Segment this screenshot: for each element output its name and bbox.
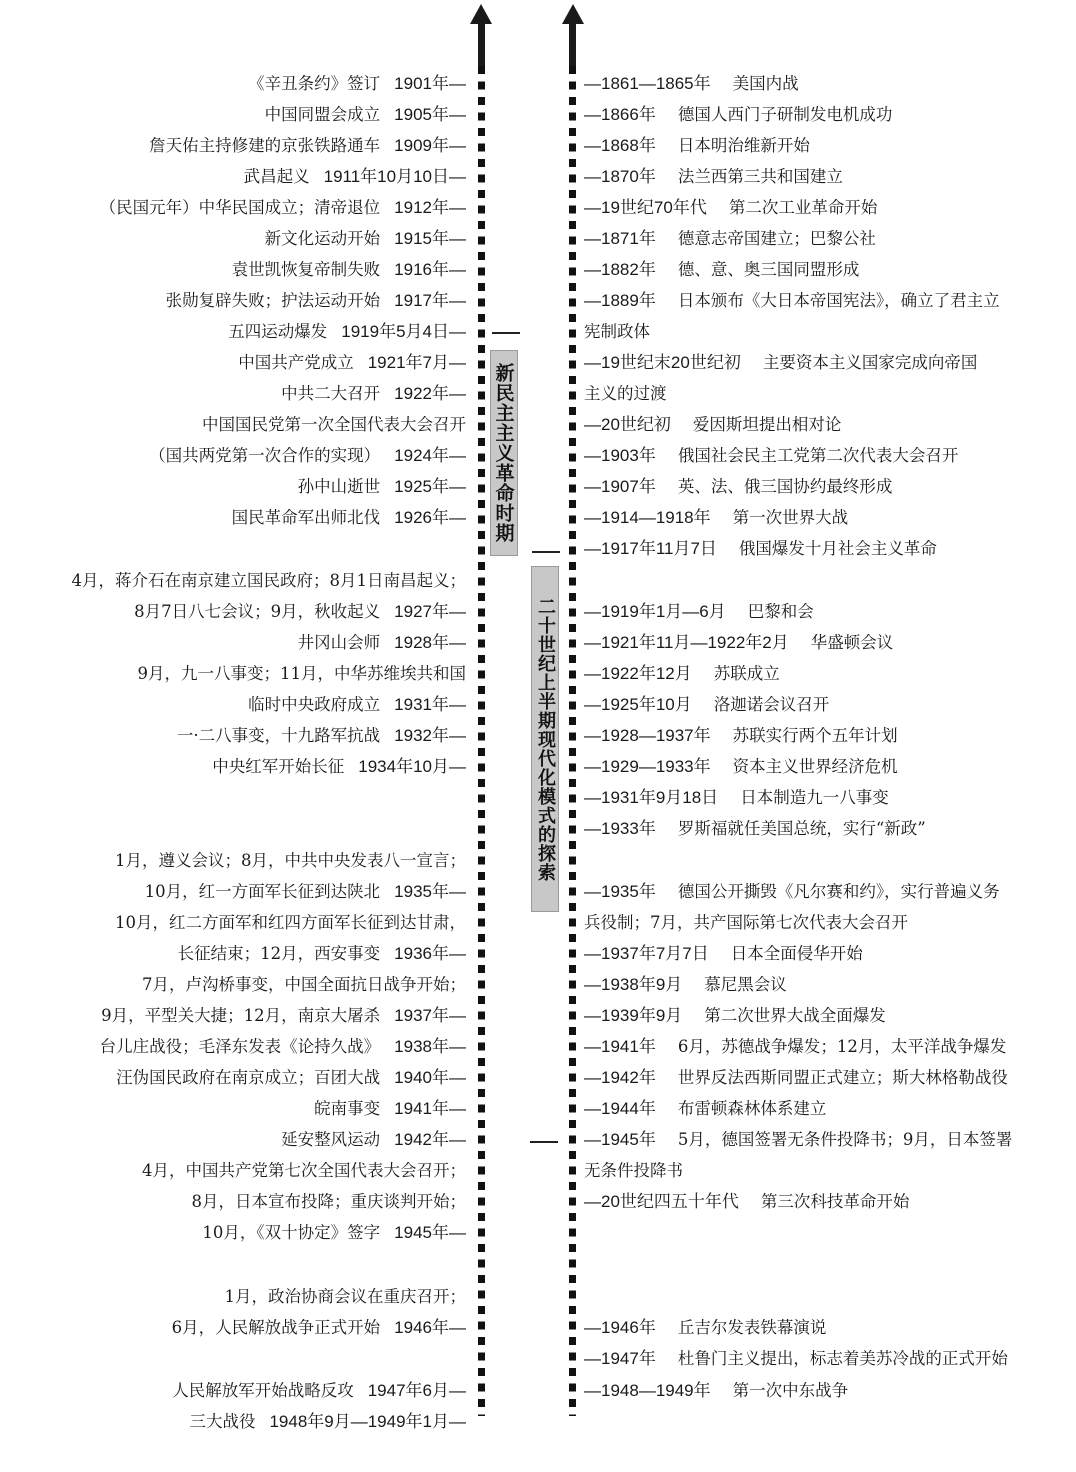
left-timeline-entry	[134, 596, 466, 627]
event-text: 俄国社会民主工党第二次代表大会召开	[677, 446, 959, 465]
event-text: 布雷顿森林体系建立	[677, 1099, 827, 1118]
right-timeline-entry	[584, 1093, 826, 1124]
event-date: 1945年—	[394, 1223, 466, 1242]
event-text: 皖南事变	[314, 1099, 381, 1118]
right-timeline-entry	[584, 1155, 683, 1186]
event-date: —1882年	[584, 260, 656, 279]
left-timeline-entry	[142, 1155, 466, 1186]
event-date: 1921年7月—	[367, 353, 466, 372]
left-timeline-entry	[265, 99, 466, 130]
event-date: —1925年10月	[584, 695, 692, 714]
event-text: 爱因斯坦提出相对论	[692, 415, 842, 434]
period-label-new-democratic-revolution: 新民主主义革命时期	[490, 350, 518, 556]
event-text: 张勋复辟失败；护法运动开始	[165, 291, 381, 310]
event-text: 英、法、俄三国协约最终形成	[677, 477, 893, 496]
event-date: —20世纪初	[584, 415, 671, 434]
event-text: 慕尼黑会议	[704, 975, 787, 994]
right-timeline-entry	[584, 1000, 886, 1031]
event-text: 德、意、奥三国同盟形成	[677, 260, 860, 279]
event-text: 第二次工业革命开始	[728, 198, 878, 217]
event-date: 1931年—	[394, 695, 466, 714]
event-date: —20世纪四五十年代	[584, 1192, 739, 1211]
event-date: —1921年11月—1922年2月	[584, 633, 789, 652]
right-timeline-entry	[584, 720, 898, 751]
event-text: 4月，中国共产党第七次全国代表大会召开；	[142, 1161, 466, 1180]
event-date: 1946年—	[394, 1318, 466, 1337]
event-date: —1938年9月	[584, 975, 683, 994]
event-text: 美国内战	[732, 74, 799, 93]
right-timeline-entry	[584, 782, 889, 813]
event-date: —1914—1918年	[584, 508, 711, 527]
left-timeline-entry	[281, 1124, 466, 1155]
event-text: 6月，苏德战争爆发；12月，太平洋战争爆发	[677, 1037, 1007, 1056]
event-text: 中国共产党成立	[238, 353, 354, 372]
event-date: 1934年10月—	[358, 757, 466, 776]
left-timeline-entry	[281, 378, 466, 409]
event-date: —1929—1933年	[584, 757, 711, 776]
left-timeline-entry	[177, 720, 466, 751]
event-text: 8月，日本宣布投降；重庆谈判开始；	[191, 1192, 466, 1211]
event-text: 主要资本主义国家完成向帝国	[762, 353, 978, 372]
right-timeline-entry	[584, 969, 787, 1000]
event-date: 1922年—	[394, 384, 466, 403]
event-text: 洛迦诺会议召开	[713, 695, 830, 714]
left-timeline-axis	[478, 66, 485, 1416]
event-text: 10月，《双十协定》签字	[202, 1223, 381, 1242]
event-date: 1912年—	[394, 198, 466, 217]
event-date: —1947年	[584, 1349, 656, 1368]
event-text: 德国公开撕毁《凡尔赛和约》，实行普遍义务	[677, 882, 1000, 901]
right-timeline-entry	[584, 223, 876, 254]
event-text: 苏联实行两个五年计划	[732, 726, 898, 745]
left-timeline-entry	[149, 130, 466, 161]
right-timeline-entry	[584, 751, 898, 782]
event-date: —1866年	[584, 105, 656, 124]
left-timeline-entry	[228, 316, 466, 347]
right-timeline-entry	[584, 689, 829, 720]
event-date: —1941年	[584, 1037, 656, 1056]
period-label-modernization-exploration: 二十世纪上半期现代化模式的探索	[531, 566, 559, 912]
arrow-shaft	[478, 22, 485, 68]
event-text: 五四运动爆发	[228, 322, 328, 341]
event-date: 1917年—	[394, 291, 466, 310]
left-timeline-entry	[202, 409, 466, 440]
left-timeline-entry	[298, 471, 466, 502]
right-timeline-entry	[584, 1031, 1006, 1062]
event-date: —1948—1949年	[584, 1381, 711, 1400]
event-date: —19世纪70年代	[584, 198, 707, 217]
event-date: 1901年—	[394, 74, 466, 93]
left-timeline-entry	[202, 1217, 466, 1248]
event-date: 1935年—	[394, 882, 466, 901]
event-text: 井冈山会师	[297, 633, 381, 652]
left-timeline-entry	[115, 845, 466, 876]
event-text: 《辛丑条约》签订	[248, 74, 381, 93]
right-timeline-entry	[584, 938, 863, 969]
event-text: 中央红军开始长征	[212, 757, 345, 776]
event-date: 1947年6月—	[367, 1381, 466, 1400]
left-timeline-entry	[232, 502, 466, 533]
left-timeline-entry	[166, 285, 466, 316]
event-text: 詹天佑主持修建的京张铁路通车	[149, 136, 381, 155]
event-text: 德意志帝国建立；巴黎公社	[677, 229, 876, 248]
event-date: —1917年11月7日	[584, 539, 717, 558]
event-text: 4月，蒋介石在南京建立国民政府；8月1日南昌起义；	[71, 571, 466, 590]
event-date: 1948年9月—1949年1月—	[269, 1412, 466, 1431]
event-date: —1903年	[584, 446, 656, 465]
right-timeline-entry	[584, 285, 1000, 316]
right-timeline-entry	[584, 627, 893, 658]
right-timeline-entry	[584, 192, 877, 223]
event-text: 中共二大召开	[281, 384, 381, 403]
event-date: —1868年	[584, 136, 656, 155]
left-timeline-entry	[248, 68, 466, 99]
left-timeline-entry	[115, 907, 466, 938]
right-timeline-entry	[584, 316, 650, 347]
event-text: 武昌起义	[243, 167, 310, 186]
right-timeline-entry	[584, 440, 958, 471]
event-text: 5月，德国签署无条件投降书；9月，日本签署	[677, 1130, 1013, 1149]
event-date: —1889年	[584, 291, 656, 310]
right-timeline-entry	[584, 1186, 909, 1217]
event-text: 9月，平型关大捷；12月，南京大屠杀	[101, 1006, 381, 1025]
right-timeline-entry	[584, 1124, 1012, 1155]
right-timeline-entry	[584, 471, 892, 502]
event-date: 1937年—	[394, 1006, 466, 1025]
event-date: 1915年—	[394, 229, 466, 248]
left-timeline-entry	[145, 876, 466, 907]
right-timeline-entry	[584, 1062, 1008, 1093]
event-text: 8月7日八七会议；9月，秋收起义	[134, 602, 381, 621]
event-text: 一·二八事变，十九路军抗战	[176, 726, 381, 745]
event-date: —1946年	[584, 1318, 656, 1337]
left-timeline-entry	[244, 161, 466, 192]
event-text: 世界反法西斯同盟正式建立；斯大林格勒战役	[677, 1068, 1008, 1087]
up-arrow-icon	[562, 4, 584, 24]
period-boundary-tick	[492, 332, 520, 334]
event-text: 杜鲁门主义提出，标志着美苏冷战的正式开始	[677, 1349, 1008, 1368]
event-text: 孙中山逝世	[297, 477, 381, 496]
event-date: 1932年—	[394, 726, 466, 745]
event-text: 10月，红二方面军和红四方面军长征到达甘肃，	[115, 913, 466, 932]
right-timeline-entry	[584, 161, 843, 192]
event-text: 三大战役	[189, 1412, 256, 1431]
left-timeline-entry	[100, 1031, 466, 1062]
event-text: （民国元年）中华民国成立；清帝退位	[99, 198, 381, 217]
event-text: 主义的过渡	[584, 384, 667, 403]
event-date: 1938年—	[394, 1037, 466, 1056]
event-text: 日本制造九一八事变	[740, 788, 889, 807]
left-timeline-entry	[138, 658, 467, 689]
left-timeline-entry	[238, 347, 466, 378]
right-timeline-entry	[584, 1312, 826, 1343]
event-date: 1911年10月10日—	[323, 167, 466, 186]
right-timeline-entry	[584, 658, 780, 689]
right-timeline-entry	[584, 876, 1000, 907]
right-timeline-entry	[584, 813, 926, 844]
event-text: 袁世凯恢复帝制失败	[231, 260, 381, 279]
right-timeline-entry	[584, 1343, 1008, 1374]
event-text: 俄国爆发十月社会主义革命	[738, 539, 937, 558]
event-text: 德国人西门子研制发电机成功	[677, 105, 893, 124]
event-text: 第一次世界大战	[732, 508, 849, 527]
event-date: —1861—1865年	[584, 74, 711, 93]
event-date: 1942年—	[394, 1130, 466, 1149]
left-timeline-entry	[72, 565, 467, 596]
right-timeline-entry	[584, 409, 841, 440]
left-timeline-entry	[232, 254, 466, 285]
left-timeline-entry	[172, 1375, 466, 1406]
event-date: 1916年—	[394, 260, 466, 279]
event-date: —1922年12月	[584, 664, 692, 683]
event-text: 台儿庄战役；毛泽东发表《论持久战》	[99, 1037, 381, 1056]
event-text: 新文化运动开始	[264, 229, 381, 248]
right-timeline-entry	[584, 596, 814, 627]
up-arrow-icon	[470, 4, 492, 24]
event-text: 罗斯福就任美国总统，实行“新政”	[677, 819, 926, 838]
event-text: 国民革命军出师北伐	[231, 508, 381, 527]
left-timeline-entry	[212, 751, 466, 782]
event-text: 延安整风运动	[281, 1130, 381, 1149]
event-text: 日本颁布《大日本帝国宪法》，确立了君主立	[677, 291, 1000, 310]
period-boundary-tick	[530, 1141, 558, 1143]
event-date: —1933年	[584, 819, 656, 838]
event-date: —1944年	[584, 1099, 656, 1118]
event-date: —1919年1月—6月	[584, 602, 726, 621]
left-timeline-entry	[101, 1000, 466, 1031]
event-date: 1936年—	[394, 944, 466, 963]
left-timeline-entry	[178, 938, 466, 969]
right-timeline-entry	[584, 533, 937, 564]
event-text: 第三次科技革命开始	[760, 1192, 910, 1211]
event-text: 无条件投降书	[584, 1161, 683, 1180]
left-timeline-entry	[116, 1062, 466, 1093]
right-timeline-entry	[584, 130, 810, 161]
event-date: —1871年	[584, 229, 656, 248]
event-date: 1940年—	[394, 1068, 466, 1087]
right-timeline-entry	[584, 502, 848, 533]
left-timeline-entry	[192, 1186, 467, 1217]
event-text: （国共两党第一次合作的实现）	[149, 446, 381, 465]
event-date: 1926年—	[394, 508, 466, 527]
right-timeline-entry	[584, 99, 892, 130]
event-date: —1935年	[584, 882, 656, 901]
arrow-shaft	[569, 22, 576, 68]
event-date: —1928—1937年	[584, 726, 711, 745]
event-date: 1924年—	[394, 446, 466, 465]
event-text: 中国同盟会成立	[264, 105, 381, 124]
event-text: 人民解放军开始战略反攻	[172, 1381, 354, 1400]
event-date: —1942年	[584, 1068, 656, 1087]
left-timeline-entry	[149, 440, 466, 471]
event-date: —19世纪末20世纪初	[584, 353, 741, 372]
event-text: 兵役制；7月，共产国际第七次代表大会召开	[584, 913, 908, 932]
event-date: —1937年7月7日	[584, 944, 709, 963]
event-date: 1919年5月4日—	[341, 322, 466, 341]
event-date: —1907年	[584, 477, 656, 496]
event-text: 丘吉尔发表铁幕演说	[677, 1318, 827, 1337]
event-text: 日本全面侵华开始	[730, 944, 863, 963]
left-timeline-entry	[265, 223, 466, 254]
event-text: 宪制政体	[584, 322, 650, 341]
right-timeline-axis	[569, 66, 576, 1416]
left-timeline-entry	[248, 689, 466, 720]
event-text: 长征结束；12月，西安事变	[177, 944, 381, 963]
right-timeline-entry	[584, 378, 667, 409]
event-text: 6月，人民解放战争正式开始	[171, 1318, 381, 1337]
left-timeline-entry	[314, 1093, 466, 1124]
left-timeline-entry	[298, 627, 466, 658]
right-timeline-entry	[584, 68, 799, 99]
right-timeline-entry	[584, 347, 977, 378]
event-date: 1927年—	[394, 602, 466, 621]
event-text: 中国国民党第一次全国代表大会召开	[202, 415, 466, 434]
event-text: 第一次中东战争	[732, 1381, 849, 1400]
event-text: 7月，卢沟桥事变，中国全面抗日战争开始；	[142, 975, 466, 994]
left-timeline-entry	[100, 192, 466, 223]
left-timeline-entry	[172, 1312, 466, 1343]
period-boundary-tick	[532, 551, 560, 553]
event-text: 苏联成立	[713, 664, 780, 683]
event-date: 1941年—	[394, 1099, 466, 1118]
event-date: —1945年	[584, 1130, 656, 1149]
event-text: 汪伪国民政府在南京成立；百团大战	[116, 1068, 381, 1087]
event-text: 华盛顿会议	[810, 633, 894, 652]
event-text: 巴黎和会	[747, 602, 814, 621]
event-date: 1909年—	[394, 136, 466, 155]
right-timeline-entry	[584, 907, 908, 938]
event-text: 1月，政治协商会议在重庆召开；	[224, 1287, 466, 1306]
event-text: 1月，遵义会议；8月，中共中央发表八一宣言；	[115, 851, 466, 870]
right-timeline-entry	[584, 254, 859, 285]
event-text: 法兰西第三共和国建立	[677, 167, 843, 186]
left-timeline-entry	[142, 969, 466, 1000]
event-text: 10月，红一方面军长征到达陕北	[144, 882, 381, 901]
event-text: 9月，九一八事变；11月，中华苏维埃共和国	[137, 664, 466, 683]
event-text: 日本明治维新开始	[677, 136, 810, 155]
event-text: 第二次世界大战全面爆发	[704, 1006, 886, 1025]
event-date: —1931年9月18日	[584, 788, 719, 807]
left-timeline-entry	[225, 1281, 467, 1312]
event-date: —1870年	[584, 167, 656, 186]
event-text: 临时中央政府成立	[248, 695, 381, 714]
event-date: 1928年—	[394, 633, 466, 652]
event-date: —1939年9月	[584, 1006, 683, 1025]
left-timeline-entry	[189, 1406, 466, 1437]
event-date: 1925年—	[394, 477, 466, 496]
right-timeline-entry	[584, 1375, 848, 1406]
event-text: 资本主义世界经济危机	[732, 757, 898, 776]
event-date: 1905年—	[394, 105, 466, 124]
